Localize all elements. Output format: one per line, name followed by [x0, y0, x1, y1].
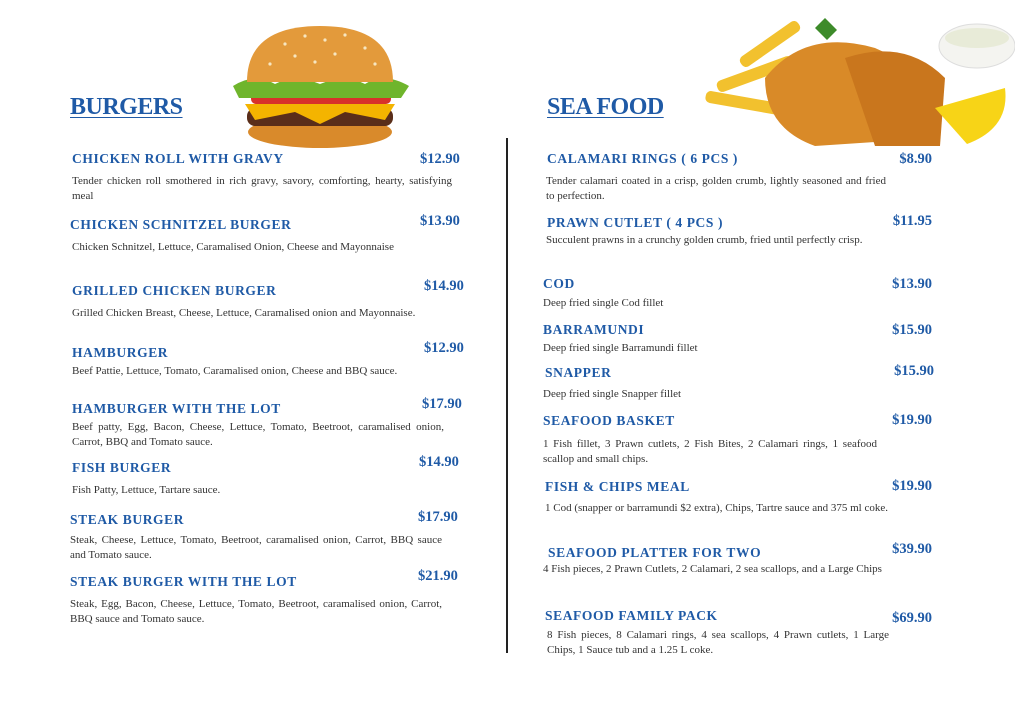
item-description: Grilled Chicken Breast, Cheese, Lettuce, Caramalised onion and Mayonnaise. [72, 307, 416, 319]
item-name: HAMBURGER [72, 345, 169, 360]
item-price: $15.90 [894, 363, 934, 379]
item-name: CHICKEN SCHNITZEL BURGER [70, 217, 292, 232]
item-price: $17.90 [418, 509, 458, 525]
item-price: $11.95 [892, 213, 932, 229]
item-description: 4 Fish pieces, 2 Prawn Cutlets, 2 Calamari, 2 sea scallops, and a Large Chips [543, 563, 882, 575]
item-name: STEAK BURGER [70, 512, 185, 527]
item-name: SNAPPER [545, 365, 612, 380]
item-description: Deep fried single Barramundi fillet [543, 342, 698, 354]
item-description: Deep fried single Cod fillet [543, 297, 664, 309]
item-price: $19.90 [892, 412, 932, 428]
item-description: 1 Cod (snapper or barramundi $2 extra), Chips, Tartre sauce and 375 ml coke. [545, 502, 888, 514]
item-description: Beef Pattie, Lettuce, Tomato, Caramalised onion, Cheese and BBQ sauce. [72, 365, 398, 377]
item-name: COD [543, 276, 575, 291]
item-name: STEAK BURGER WITH THE LOT [70, 574, 297, 589]
item-price: $17.90 [422, 396, 462, 412]
item-price: $13.90 [420, 213, 460, 229]
item-description: Tender calamari coated in a crisp, golden crumb, lightly seasoned and fried to perfection. [546, 175, 886, 202]
item-price: $21.90 [418, 568, 458, 584]
item-name: FISH BURGER [72, 460, 172, 475]
item-name: PRAWN CUTLET ( 4 PCS ) [547, 215, 724, 230]
item-description: 8 Fish pieces, 8 Calamari rings, 4 sea scallops, 4 Prawn cutlets, 1 Large Chips, 1 Sauce tub and a 1.25 L coke. [547, 629, 889, 656]
item-description: Chicken Schnitzel, Lettuce, Caramalised Onion, Cheese and Mayonnaise [72, 241, 394, 253]
item-name: BARRAMUNDI [543, 322, 645, 337]
seafood-section-title: SEA FOOD [547, 94, 664, 120]
item-price: $14.90 [419, 454, 459, 470]
item-description: 1 Fish fillet, 3 Prawn cutlets, 2 Fish Bites, 2 Calamari rings, 1 seafood scallop and small chips. [543, 438, 877, 465]
item-price: $14.90 [424, 278, 464, 294]
item-price: $19.90 [892, 478, 932, 494]
item-price: $12.90 [424, 340, 464, 356]
burger-image [225, 20, 415, 150]
item-price: $12.90 [420, 151, 460, 167]
item-description: Tender chicken roll smothered in rich gravy, savory, comforting, hearty, satisfying meal [72, 175, 452, 202]
item-description: Fish Patty, Lettuce, Tartare sauce. [72, 484, 221, 496]
item-description: Beef patty, Egg, Bacon, Cheese, Lettuce, Tomato, Beetroot, caramalised onion, Carrot, BBQ and Tomato sauce. [72, 421, 444, 448]
item-price: $69.90 [892, 610, 932, 626]
item-description: Steak, Cheese, Lettuce, Tomato, Beetroot, caramalised onion, Carrot, BBQ sauce and Tomato sauce. [70, 534, 442, 561]
item-name: SEAFOOD BASKET [543, 413, 675, 428]
item-price: $13.90 [892, 276, 932, 292]
item-price: $8.90 [899, 151, 932, 167]
item-name: SEAFOOD FAMILY PACK [545, 608, 718, 623]
burgers-section-title: BURGERS [70, 94, 183, 120]
item-description: Steak, Egg, Bacon, Cheese, Lettuce, Tomato, Beetroot, caramalised onion, Carrot, BBQ sauce and Tomato sauce. [70, 598, 442, 625]
item-description: Deep fried single Snapper fillet [543, 388, 682, 400]
item-price: $39.90 [892, 541, 932, 557]
fish-and-chips-image [705, 18, 1015, 150]
item-name: CALAMARI RINGS ( 6 PCS ) [547, 151, 739, 166]
item-name: GRILLED CHICKEN BURGER [72, 283, 277, 298]
item-name: SEAFOOD PLATTER FOR TWO [548, 545, 762, 560]
item-price: $15.90 [892, 322, 932, 338]
item-name: CHICKEN ROLL WITH GRAVY [72, 151, 284, 166]
item-name: HAMBURGER WITH THE LOT [72, 401, 281, 416]
column-divider [506, 138, 508, 653]
item-description: Succulent prawns in a crunchy golden crumb, fried until perfectly crisp. [546, 234, 863, 246]
item-name: FISH & CHIPS MEAL [545, 479, 690, 494]
